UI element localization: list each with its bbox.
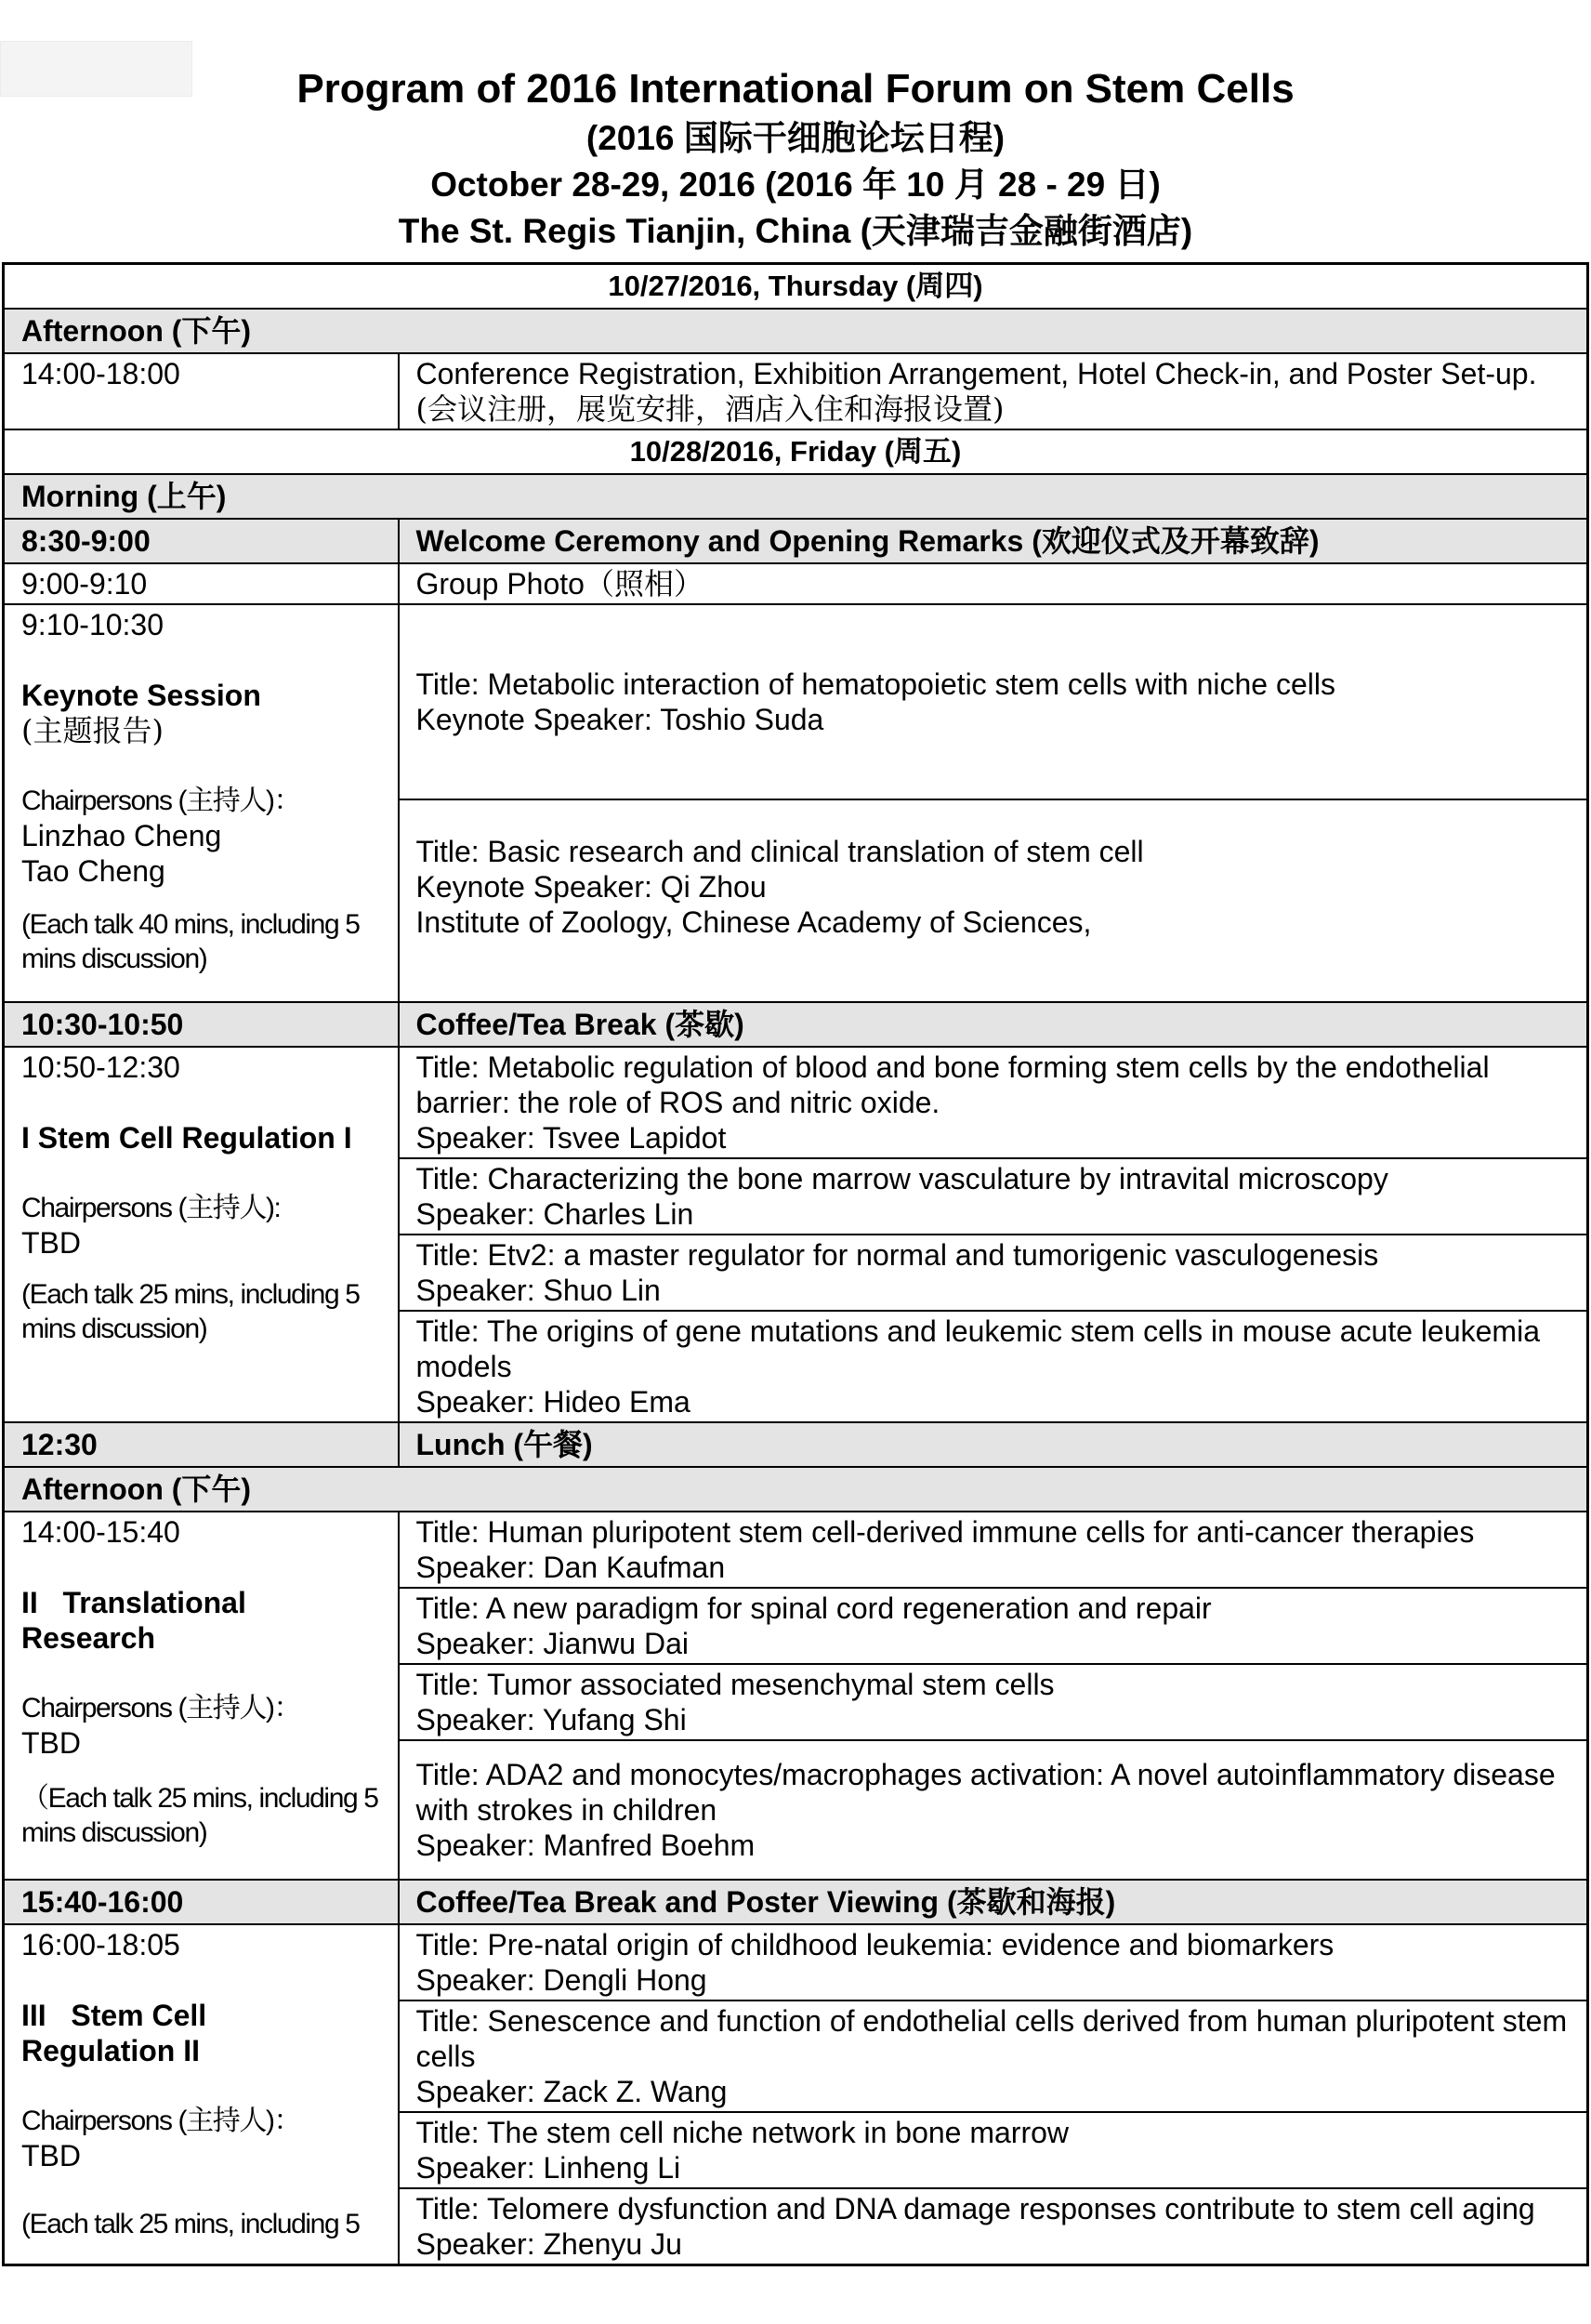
talk-cell [399, 604, 1588, 799]
day-date: 10/27/2016, Thursday (周四) [4, 264, 1588, 310]
talk-title: Title: Human pluripotent stem cell-derived immune cells for anti-cancer therapies [415, 1515, 1475, 1549]
session-note: (Each talk 40 mins, including 5 mins discussion) [21, 909, 360, 974]
session-info-cell [4, 1924, 399, 2265]
time-cell: 14:00-18:00 [4, 353, 399, 429]
schedule-row [4, 604, 1588, 799]
talk-speaker: Speaker: Shuo Lin [415, 1274, 661, 1307]
chairpersons-label: Chairpersons (主持人)： [21, 786, 301, 816]
chairperson: Tao Cheng [21, 854, 165, 888]
talk-speaker: Speaker: Dan Kaufman [415, 1551, 726, 1584]
activity-cell: Group Photo（照相） [399, 563, 1588, 604]
talk-speaker: Speaker: Yufang Shi [415, 1703, 687, 1736]
time-cell: 15:40-16:00 [4, 1880, 399, 1924]
period-label: Afternoon (下午) [4, 309, 1588, 353]
chairpersons-label: Chairpersons (主持人)： [21, 2106, 301, 2136]
talk-title: Title: Basic research and clinical translation of stem cell [415, 835, 1144, 868]
schedule-row [4, 1512, 1588, 1588]
talk-speaker: Speaker: Charles Lin [415, 1197, 694, 1231]
talk-cell [399, 1235, 1588, 1311]
talk-speaker: Speaker: Manfred Boehm [415, 1829, 756, 1862]
program-title-cn: (2016 国际干细胞论坛日程) [585, 119, 1006, 157]
time-cell: 9:00-9:10 [4, 563, 399, 604]
talk-cell [399, 1512, 1588, 1588]
schedule-table [2, 262, 1589, 2266]
chairperson: TBD [21, 1226, 81, 1260]
talk-cell [399, 2112, 1588, 2188]
talk-speaker: Speaker: Linheng Li [415, 2151, 681, 2185]
period-label: Afternoon (下午) [4, 1467, 1588, 1512]
time-cell: 12:30 [4, 1422, 399, 1467]
activity-text: Conference Registration, Exhibition Arrangement, Hotel Check-in, and Poster Set-up. [415, 357, 1537, 390]
session-info-cell [4, 604, 399, 1002]
talk-title: Title: The origins of gene mutations and leukemic stem cells in mouse acute leukemia models [415, 1314, 1540, 1383]
schedule-row [4, 353, 1588, 429]
talk-title: Title: ADA2 and monocytes/macrophages activation: A novel autoinflammatory disease with strokes in children [415, 1758, 1556, 1827]
talk-speaker: Keynote Speaker: Qi Zhou [415, 870, 767, 904]
session-title: Keynote Session [21, 679, 261, 712]
talk-title: Title: Telomere dysfunction and DNA damage responses contribute to stem cell aging [415, 2192, 1535, 2225]
day-header-row [4, 264, 1588, 310]
activity-cell: Lunch (午餐) [399, 1422, 1588, 1467]
schedule-row [4, 563, 1588, 604]
day-header-row [4, 429, 1588, 474]
talk-cell [399, 1740, 1588, 1880]
chairpersons-label: Chairpersons (主持人): [21, 1193, 281, 1223]
talk-cell [399, 1158, 1588, 1235]
talk-cell [399, 1924, 1588, 2000]
session-title-cn: (主题报告) [21, 713, 164, 748]
period-label: Morning (上午) [4, 474, 1588, 519]
time-cell: 8:30-9:00 [4, 519, 399, 563]
schedule-row [4, 1002, 1588, 1047]
talk-title: Title: Senescence and function of endothelial cells derived from human pluripotent stem cells [415, 2004, 1568, 2073]
chairperson: TBD [21, 1726, 81, 1760]
talk-speaker: Speaker: Zhenyu Ju [415, 2227, 682, 2261]
talk-title: Title: Metabolic regulation of blood and bone forming stem cells by the endothelial barrier: the role of ROS and nitric oxide. [415, 1050, 1490, 1119]
talk-affiliation: Institute of Zoology, Chinese Academy of Sciences, [415, 905, 1092, 939]
session-title: I Stem Cell Regulation I [21, 1121, 352, 1155]
schedule-row [4, 1047, 1588, 1158]
talk-speaker: Keynote Speaker: Toshio Suda [415, 703, 824, 736]
talk-title: Title: A new paradigm for spinal cord regeneration and repair [415, 1591, 1212, 1625]
session-time: 10:50-12:30 [21, 1050, 180, 1084]
time-cell: 10:30-10:50 [4, 1002, 399, 1047]
talk-cell [399, 1311, 1588, 1422]
schedule-row [4, 1422, 1588, 1467]
chairperson: TBD [21, 2139, 81, 2172]
talk-cell [399, 799, 1588, 1002]
session-time: 16:00-18:05 [21, 1928, 180, 1961]
session-note: (Each talk 25 mins, including 5 [21, 2209, 360, 2239]
talk-cell [399, 1047, 1588, 1158]
schedule-row [4, 519, 1588, 563]
period-row [4, 474, 1588, 519]
talk-speaker: Speaker: Hideo Ema [415, 1385, 690, 1419]
day-date: 10/28/2016, Friday (周五) [4, 429, 1588, 474]
schedule-row [4, 1924, 1588, 2000]
session-title: III Stem Cell Regulation II [21, 1999, 216, 2067]
talk-speaker: Speaker: Jianwu Dai [415, 1627, 689, 1660]
activity-cell: Coffee/Tea Break (茶歇) [399, 1002, 1588, 1047]
schedule-row [4, 1880, 1588, 1924]
program-venue: The St. Regis Tianjin, China (天津瑞吉金融街酒店) [398, 212, 1193, 250]
activity-cell: Coffee/Tea Break and Poster Viewing (茶歇和海报) [399, 1880, 1588, 1924]
period-row [4, 309, 1588, 353]
talk-cell [399, 1588, 1588, 1664]
talk-cell [399, 2000, 1588, 2112]
session-info-cell [4, 1512, 399, 1880]
chairperson: Linzhao Cheng [21, 819, 222, 852]
talk-cell [399, 1664, 1588, 1740]
talk-title: Title: Pre-natal origin of childhood leukemia: evidence and biomarkers [415, 1928, 1335, 1961]
program-header [0, 63, 1591, 255]
session-time: 14:00-15:40 [21, 1515, 180, 1549]
talk-title: Title: The stem cell niche network in bone marrow [415, 2116, 1070, 2149]
chairpersons-label: Chairpersons (主持人)： [21, 1693, 301, 1723]
activity-text-cn: (会议注册，展览安排，酒店入住和海报设置) [415, 391, 1005, 427]
program-dates: October 28-29, 2016 (2016 年 10 月 28 - 29 日) [430, 165, 1161, 204]
talk-cell [399, 2188, 1588, 2265]
activity-cell [399, 353, 1588, 429]
talk-speaker: Speaker: Tsvee Lapidot [415, 1121, 727, 1155]
session-title: II Translational Research [21, 1586, 255, 1655]
session-info-cell [4, 1047, 399, 1422]
session-note: （Each talk 25 mins, including 5 mins discussion) [21, 1783, 378, 1848]
talk-title: Title: Metabolic interaction of hematopoietic stem cells with niche cells [415, 667, 1335, 701]
program-title: Program of 2016 International Forum on Stem Cells [296, 66, 1295, 112]
talk-title: Title: Etv2: a master regulator for normal and tumorigenic vasculogenesis [415, 1238, 1379, 1272]
talk-speaker: Speaker: Dengli Hong [415, 1963, 707, 1997]
talk-title: Title: Tumor associated mesenchymal stem cells [415, 1668, 1055, 1701]
activity-cell: Welcome Ceremony and Opening Remarks (欢迎仪式及开幕致辞) [399, 519, 1588, 563]
talk-title: Title: Characterizing the bone marrow vasculature by intravital microscopy [415, 1162, 1388, 1195]
session-note: (Each talk 25 mins, including 5 mins discussion) [21, 1279, 360, 1344]
talk-speaker: Speaker: Zack Z. Wang [415, 2075, 728, 2108]
period-row [4, 1467, 1588, 1512]
session-time: 9:10-10:30 [21, 608, 164, 641]
